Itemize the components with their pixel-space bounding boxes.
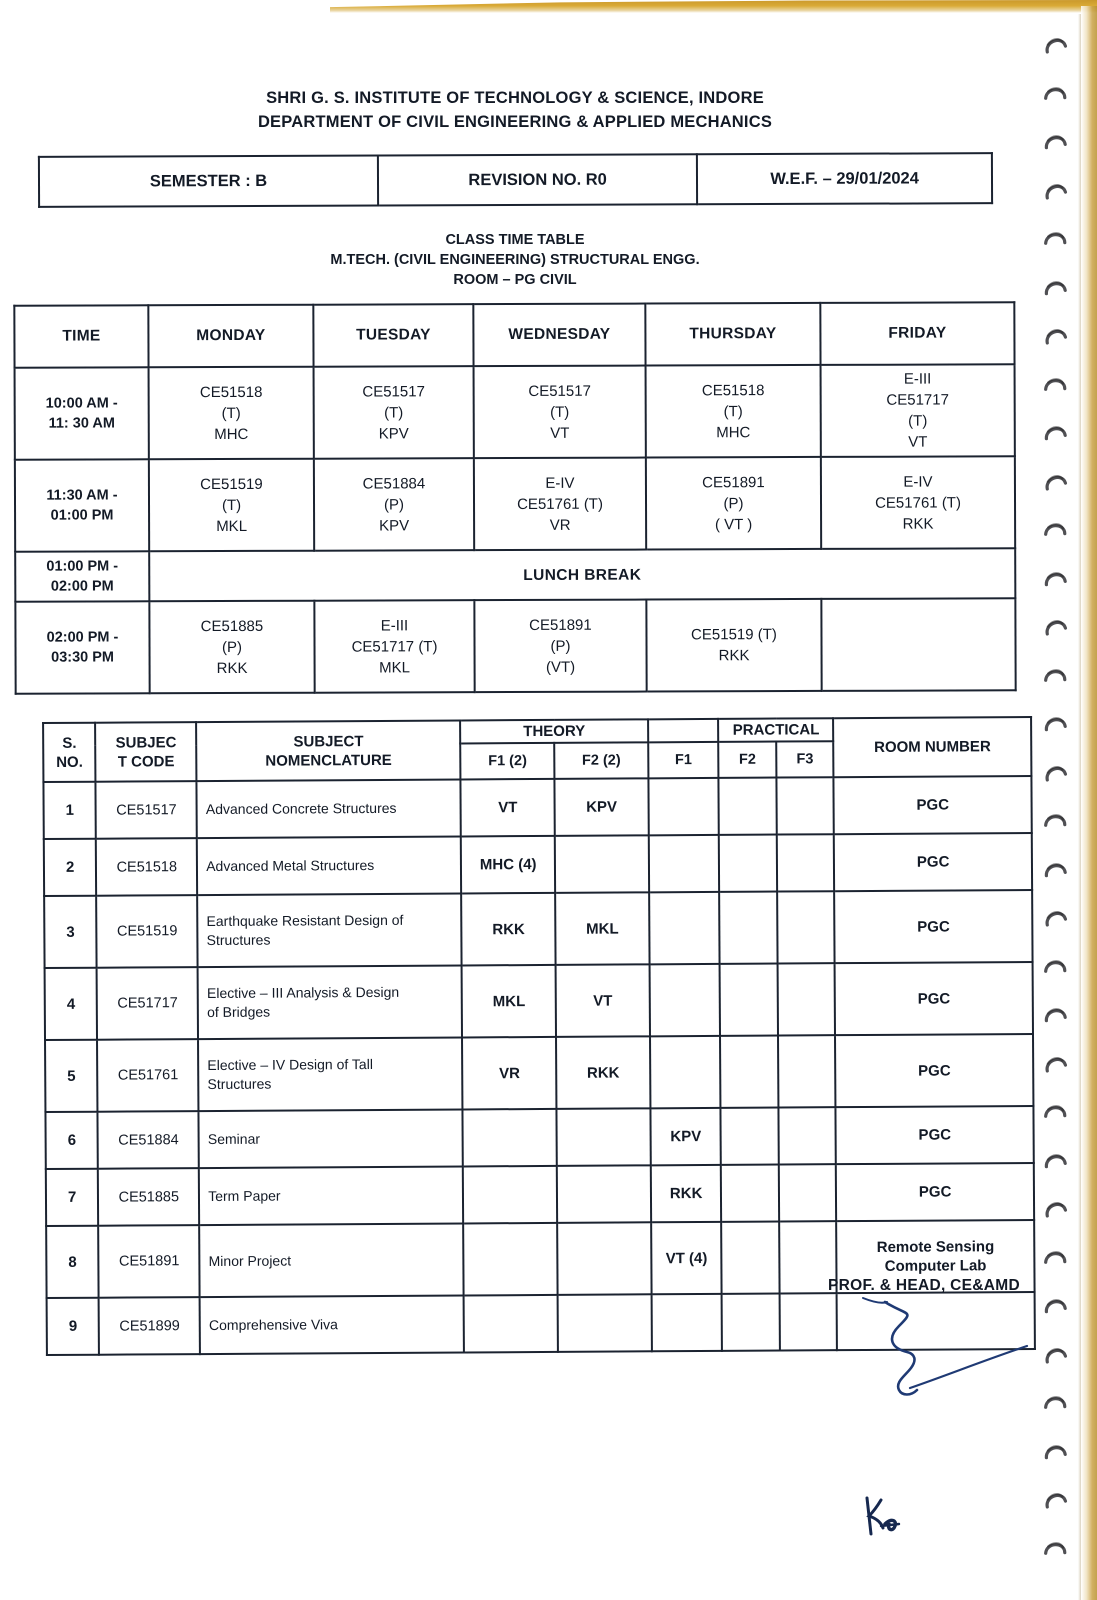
col-monday: MONDAY [148,305,313,368]
row-serial: 5 [45,1040,98,1112]
row-room: Remote Sensing Computer Lab [836,1220,1034,1293]
row-theory-f1 [464,1295,558,1353]
row-practical-f3 [779,1164,837,1221]
row-serial: 4 [45,968,98,1040]
row-room: PGC [836,1163,1034,1221]
header-practical-f1: F1 [648,742,719,778]
row-serial: 7 [46,1169,99,1226]
row-theory-f2: KPV [555,778,649,836]
row-practical-f3 [777,963,835,1035]
row-nomenclature: Advanced Concrete Structures [197,779,461,838]
slot-1-tuesday: CE51517 (T) KPV [314,366,474,459]
row-practical-f2 [722,1294,780,1351]
row-practical-f1 [648,778,719,835]
spiral-hole-mark [1043,34,1069,56]
revision-cell: REVISION NO. R0 [377,154,696,205]
spiral-hole-mark [1043,956,1069,978]
table-row [15,364,1015,459]
row-practical-f2 [719,835,777,892]
semester-revision-header-table [37,152,992,208]
table-row [15,456,1015,551]
spiral-hole-mark [1043,665,1069,687]
slot-2-thursday: CE51891 (P) ( VT ) [646,457,821,550]
row-practical-f3 [779,1293,837,1350]
row-nomenclature: Minor Project [199,1223,464,1297]
header-serial-no: S. NO. [43,723,96,782]
row-theory-f2: MKL [555,892,649,965]
row-theory-f2 [557,1108,651,1166]
header-theory-f2: F2 (2) [554,742,648,779]
col-friday: FRIDAY [820,302,1014,365]
row-serial: 9 [47,1298,100,1355]
time-line-1: 10:00 AM - [45,395,118,412]
paper-right-edge-stain [1081,6,1097,1600]
spiral-hole-mark [1043,1004,1069,1026]
spiral-hole-mark [1043,131,1069,153]
row-practical-f1: RKK [651,1165,722,1222]
spiral-hole-mark [1043,228,1069,250]
row-theory-f2: VT [556,964,650,1037]
row-room: PGC [835,962,1033,1035]
subject-header-row-top [43,717,1031,746]
row-practical-f2 [721,1165,779,1222]
subtitle-program: M.TECH. (CIVIL ENGINEERING) STRUCTURAL ENGG. [330,252,700,268]
institute-heading [0,86,1030,134]
slot-1-friday: E-III CE51717 (T) VT [821,364,1015,457]
row-theory-f1: MKL [462,965,556,1038]
timetable-header-row [14,302,1014,367]
row-practical-f1 [649,835,720,892]
wef-cell: W.E.F. – 29/01/2024 [697,153,992,204]
row-theory-f1 [463,1109,557,1167]
row-code: CE51519 [97,895,198,968]
spiral-hole-mark [1043,471,1069,493]
row-theory-f2 [557,1165,651,1223]
table-row [38,153,991,207]
row-code: CE51761 [97,1039,198,1112]
slot-4-friday [821,598,1015,691]
time-line-2: 11: 30 AM [48,415,115,432]
row-nomenclature: Term Paper [199,1166,463,1225]
row-nomenclature: Seminar [199,1109,463,1168]
row-nomenclature: Elective – III Analysis & Design of Bridges [198,965,463,1039]
row-theory-f2: RKK [556,1036,650,1109]
header-subject-code: SUBJEC T CODE [95,722,196,782]
spiral-hole-mark [1043,1489,1069,1511]
row-practical-f3 [778,1107,836,1164]
row-serial: 3 [44,896,97,968]
row-code: CE51517 [96,781,197,839]
spiral-hole-mark [1043,713,1069,735]
table-row [43,776,1031,839]
slot-1-wednesday: CE51517 (T) VT [474,366,646,459]
row-serial: 1 [43,782,96,839]
row-practical-f3 [777,834,835,891]
row-practical-f1 [649,892,720,964]
row-practical-f1 [651,1294,722,1351]
timetable-subtitle [0,230,1030,290]
slot-2-wednesday: E-IV CE51761 (T) VR [474,458,646,551]
row-theory-f1: VR [462,1037,556,1110]
table-row [46,1163,1034,1226]
handwritten-initials [855,1490,945,1550]
col-wednesday: WEDNESDAY [473,304,645,367]
row-practical-f1: VT (4) [651,1222,722,1294]
row-practical-f3 [776,777,834,834]
col-thursday: THURSDAY [645,303,820,366]
row-code: CE51885 [98,1168,199,1226]
row-room: PGC [834,776,1032,834]
table-row [44,833,1032,896]
spiral-hole-mark [1043,1247,1069,1269]
col-time: TIME [14,305,148,367]
weekly-timetable [13,301,1016,694]
spiral-hole-mark [1043,83,1069,105]
table-row [15,598,1015,693]
row-serial: 8 [46,1226,99,1298]
row-room: PGC [836,1106,1034,1164]
spiral-hole-mark [1043,1538,1069,1560]
spiral-hole-mark [1043,374,1069,396]
table-row [15,548,1015,601]
header-theory: THEORY [460,719,648,743]
slot-1-monday: CE51518 (T) MHC [149,367,314,460]
institute-name: SHRI G. S. INSTITUTE OF TECHNOLOGY & SCIENCE, INDORE [266,89,764,107]
header-practical-f3: F3 [776,741,834,777]
row-practical-f2 [720,892,778,964]
row-practical-f3 [777,891,835,963]
row-nomenclature: Earthquake Resistant Design of Structures [197,893,462,967]
row-nomenclature: Elective – IV Design of Tall Structures [198,1037,463,1111]
spiral-hole-mark [1043,907,1069,929]
spiral-hole-mark [1043,1150,1069,1172]
signatory-label: PROF. & HEAD, CE&AMD [827,1277,1020,1294]
slot-2-friday: E-IV CE51761 (T) RKK [821,456,1015,549]
row-theory-f2 [558,1294,652,1352]
row-room: PGC [834,833,1032,891]
row-code: CE51884 [98,1111,199,1169]
header-blank-above-prac-f1 [648,719,719,742]
header-room-number: ROOM NUMBER [833,717,1031,777]
time-slot-2: 11:30 AM - 01:00 PM [15,459,149,551]
header-subject-nomenclature: SUBJECT NOMENCLATURE [196,720,460,781]
spiral-hole-mark [1043,422,1069,444]
spiral-hole-mark [1043,1441,1069,1463]
header-practical: PRACTICAL [719,718,834,742]
slot-4-thursday: CE51519 (T) RKK [646,599,821,692]
row-serial: 2 [44,839,97,896]
spiral-hole-mark [1043,519,1069,541]
row-code: CE51891 [99,1225,200,1298]
spiral-hole-mark [1043,762,1069,784]
spiral-hole-mark [1043,1198,1069,1220]
time-slot-1 [15,367,149,459]
row-serial: 6 [45,1112,98,1169]
row-room: PGC [835,1034,1033,1107]
col-tuesday: TUESDAY [313,304,473,367]
slot-2-monday: CE51519 (T) MKL [149,459,314,552]
row-practical-f1 [649,964,720,1036]
spiral-hole-mark [1043,277,1069,299]
row-code: CE51518 [96,838,197,896]
header-theory-f1: F1 (2) [461,743,555,780]
spiral-hole-mark [1043,325,1069,347]
slot-4-tuesday: E-III CE51717 (T) MKL [314,600,474,693]
slot-2-tuesday: CE51884 (P) KPV [314,458,474,551]
spiral-hole-mark [1043,568,1069,590]
row-theory-f1 [463,1166,557,1224]
time-slot-4: 02:00 PM - 03:30 PM [15,601,149,693]
handwritten-signature [855,1290,1055,1410]
row-practical-f2 [721,1108,779,1165]
slot-4-monday: CE51885 (P) RKK [149,601,314,694]
table-row [45,962,1033,1040]
table-row [44,890,1032,968]
header-practical-f2: F2 [719,742,777,778]
subject-details-table [42,716,1036,1356]
slot-1-thursday: CE51518 (T) MHC [646,365,821,458]
lunch-break-cell: LUNCH BREAK [149,548,1015,601]
spiral-hole-mark [1043,1053,1069,1075]
row-practical-f2 [719,778,777,835]
row-practical-f2 [720,1036,778,1108]
row-code: CE51717 [97,967,198,1040]
department-name: DEPARTMENT OF CIVIL ENGINEERING & APPLIED MECHANICS [257,113,773,131]
subtitle-class-time-table: CLASS TIME TABLE [445,232,585,248]
row-room: PGC [834,890,1032,963]
row-code: CE51899 [99,1297,200,1355]
row-nomenclature: Advanced Metal Structures [197,836,461,895]
spiral-hole-mark [1043,616,1069,638]
subtitle-room: ROOM – PG CIVIL [453,272,577,288]
paper-right-edge-shadow [1078,14,1081,1600]
row-theory-f1: MHC (4) [461,836,555,894]
time-slot-lunch: 01:00 PM - 02:00 PM [15,551,149,601]
table-row [45,1106,1033,1169]
row-theory-f1: RKK [461,893,555,966]
row-practical-f1 [650,1036,721,1108]
spiral-hole-mark [1043,810,1069,832]
row-nomenclature: Comprehensive Viva [200,1295,464,1354]
spiral-hole-mark [1043,859,1069,881]
semester-cell: SEMESTER : B [38,156,377,207]
row-theory-f1: VT [461,779,555,837]
slot-4-wednesday: CE51891 (P) (VT) [474,600,646,693]
row-practical-f3 [778,1035,836,1107]
spiral-hole-mark [1043,1101,1069,1123]
row-theory-f2 [555,835,649,893]
row-practical-f2 [720,964,778,1036]
table-row [45,1034,1033,1112]
spiral-hole-mark [1043,180,1069,202]
row-practical-f1: KPV [650,1108,721,1165]
